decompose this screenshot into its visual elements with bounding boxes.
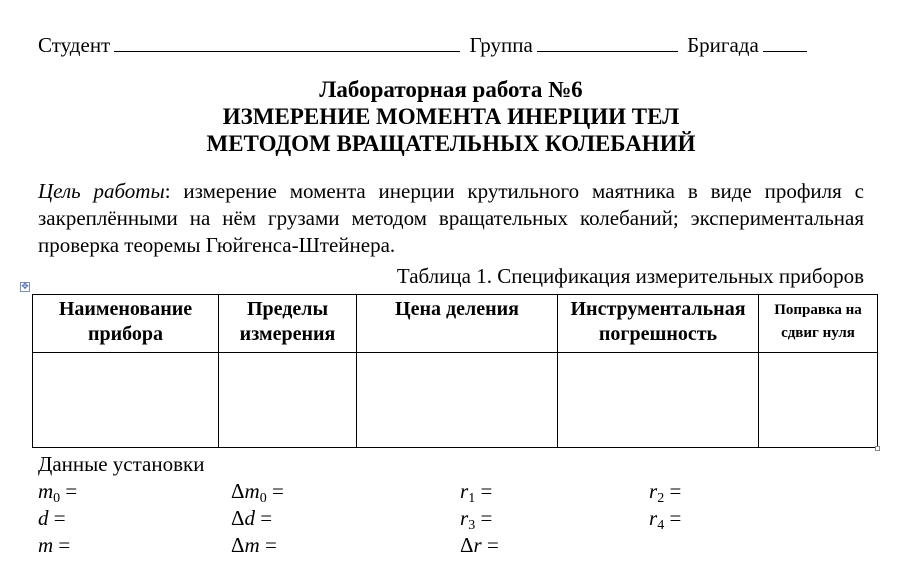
table-move-handle-icon[interactable]: ✥ — [21, 282, 29, 292]
param-variable: r — [460, 506, 469, 530]
param-equals: = — [475, 506, 493, 530]
param-prefix: Δ — [231, 479, 245, 503]
group-field[interactable] — [537, 33, 678, 52]
table-row — [33, 353, 878, 448]
student-field[interactable] — [114, 33, 460, 52]
param-variable: r — [649, 506, 658, 530]
installation-param — [649, 505, 681, 532]
installation-param — [231, 505, 272, 532]
installation-param — [649, 478, 681, 505]
student-label: Студент — [38, 33, 111, 57]
param-variable: r — [473, 533, 482, 557]
table-resize-handle[interactable] — [875, 446, 880, 451]
param-variable: r — [460, 479, 469, 503]
param-subscript: 0 — [259, 491, 267, 506]
column-header: Поправка на сдвиг нуля — [759, 295, 878, 353]
table-header-row — [33, 295, 878, 353]
table-cell[interactable] — [357, 353, 558, 448]
param-subscript: 1 — [468, 491, 476, 506]
installation-title: Данные установки — [38, 452, 205, 476]
brigade-label: Бригада — [687, 33, 759, 57]
column-header: Пределы измерения — [219, 295, 357, 353]
installation-param — [460, 505, 492, 532]
header-line — [38, 31, 858, 59]
param-prefix: Δ — [231, 506, 245, 530]
table-cell[interactable] — [558, 353, 759, 448]
brigade-field[interactable] — [763, 33, 807, 52]
param-variable: r — [649, 479, 658, 503]
param-equals: = — [60, 479, 78, 503]
page-title — [38, 76, 864, 157]
title-line-2: ИЗМЕРЕНИЕ МОМЕНТА ИНЕРЦИИ ТЕЛ — [222, 104, 680, 129]
param-subscript: 3 — [468, 518, 476, 533]
title-line-3: МЕТОДОМ ВРАЩАТЕЛЬНЫХ КОЛЕБАНИЙ — [206, 131, 696, 156]
param-equals: = — [266, 479, 284, 503]
table-cell[interactable] — [33, 353, 219, 448]
installation-param — [460, 532, 499, 559]
column-header: Цена деления — [357, 295, 558, 353]
table-cell[interactable] — [759, 353, 878, 448]
param-equals: = — [664, 506, 682, 530]
param-variable: m — [244, 533, 260, 557]
group-label: Группа — [469, 33, 533, 57]
param-variable: m — [38, 533, 54, 557]
table-cell[interactable] — [219, 353, 357, 448]
goal-label: Цель работы — [38, 179, 165, 203]
column-header: Наименование прибора — [33, 295, 219, 353]
installation-param — [38, 505, 66, 532]
installation-param — [38, 478, 77, 505]
param-equals: = — [481, 533, 499, 557]
param-variable: d — [38, 506, 49, 530]
installation-param — [231, 478, 284, 505]
installation-param — [231, 532, 277, 559]
title-line-1: Лабораторная работа №6 — [319, 77, 583, 102]
param-prefix: Δ — [460, 533, 474, 557]
goal-text: : измерение момента инерции крутильного маятника в виде профиля с закреплёнными на нём грузами методом вращательных колебаний; экспериментальная проверка теоремы Гюйгенса-Штейнера. — [38, 179, 864, 257]
table-caption: Таблица 1. Спецификация измерительных приборов — [396, 264, 864, 288]
goal-paragraph — [38, 178, 864, 259]
column-header: Инструментальная погрешность — [558, 295, 759, 353]
param-equals: = — [664, 479, 682, 503]
param-equals: = — [475, 479, 493, 503]
installation-params — [38, 478, 878, 559]
param-equals: = — [259, 533, 277, 557]
param-subscript: 0 — [53, 491, 61, 506]
param-equals: = — [48, 506, 66, 530]
spec-table — [32, 294, 878, 448]
param-subscript: 2 — [657, 491, 665, 506]
param-variable: m — [244, 479, 260, 503]
param-equals: = — [255, 506, 273, 530]
param-variable: m — [38, 479, 54, 503]
param-subscript: 4 — [657, 518, 665, 533]
param-equals: = — [53, 533, 71, 557]
installation-param — [38, 532, 70, 559]
param-variable: d — [244, 506, 256, 530]
param-prefix: Δ — [231, 533, 245, 557]
installation-param — [460, 478, 492, 505]
